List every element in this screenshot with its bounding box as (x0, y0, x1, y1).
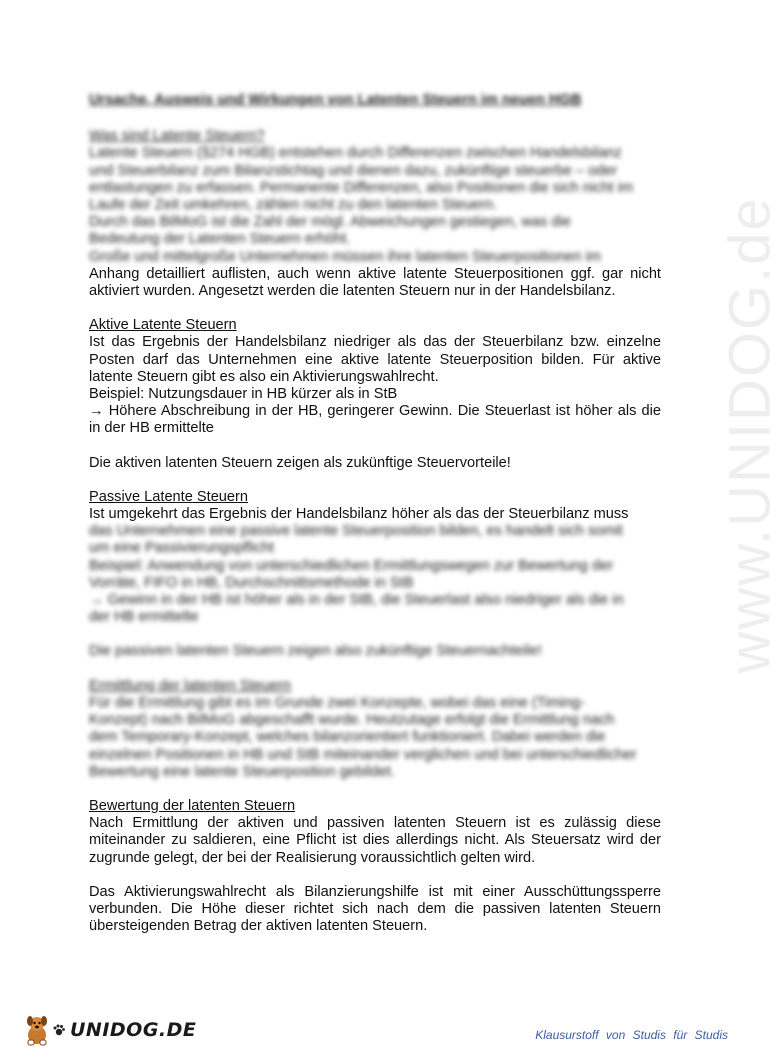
footer-tagline: Klausurstoff von Studis für Studis (535, 1028, 728, 1042)
aktive-example: Beispiel: Nutzungsdauer in HB kürzer als in StB (89, 386, 398, 403)
section-heading-was-sind: Was sind Latente Steuern? (89, 128, 265, 145)
bewertung-paragraph-2: Das Aktivierungswahlrecht als Bilanzierungshilfe ist mit einer Ausschüttungssperre verbunden. Die Höhe dieser richtet sich nach dem die passiven latenten Steuern übersteigenden Betrag der aktiven latenten Steuern. (89, 883, 661, 935)
section1-clear-text: Anhang detailliert auflisten, auch wenn aktive latente Steuerpositionen ggf. gar nicht aktiviert wurden. Angesetzt werden die latenten Steuern nur in der Handelsbilanz. (89, 265, 661, 300)
text-line: das Unternehmen eine passive latente Steuerposition bilden, es handelt sich somit (89, 523, 623, 540)
document-content (89, 92, 661, 935)
aktive-arrow-text: → Höhere Abschreibung in der HB, geringerer Gewinn. Die Steuerlast ist höher als die in der HB ermittelte (89, 403, 661, 437)
section-heading-ermittlung: Ermittlung der latenten Steuern (89, 677, 291, 694)
document-title: Ursache, Ausweis und Wirkungen von Latenten Steuern im neuen HGB (89, 92, 582, 108)
logo-text: UNIDOG.DE (70, 1019, 197, 1041)
aktive-paragraph: Ist das Ergebnis der Handelsbilanz niedriger als das der Steuerbilanz bzw. einzelne Posten darf das Unternehmen eine aktive latente Steuerposition bilden. Für aktive latente Steuern gibt es also ein Aktivierungswahlrecht. (89, 334, 661, 385)
dog-mascot-icon (22, 1013, 52, 1047)
aktive-conclusion: Die aktiven latenten Steuern zeigen als zukünftige Steuervorteile! (89, 454, 511, 471)
text-line: Durch das BilMoG ist die Zahl der mögl. Abweichungen gestiegen, was die (89, 214, 571, 231)
section-heading-bewertung: Bewertung der latenten Steuern (89, 797, 296, 814)
unidog-logo (22, 1010, 196, 1050)
text-line: Große und mittelgroße Unternehmen müssen ihre latenten Steuerpositionen im (89, 248, 601, 265)
section-heading-passive: Passive Latente Steuern (89, 488, 249, 505)
paw-icon (52, 1023, 66, 1037)
passive-conclusion: Die passiven latenten Steuern zeigen also zukünftige Steuernachteile! (89, 643, 542, 660)
text-line: Für die Ermittlung gibt es im Grunde zwei Konzepte, wobei das eine (Timing- (89, 694, 585, 711)
bewertung-paragraph-1: Nach Ermittlung der aktiven und passiven latenten Steuern ist es zulässig diese miteinander zu saldieren, eine Pflicht ist dies allerdings nicht. Als Steuersatz wird der zugrunde gelegt, der bei der Realisierung voraussichtlich gelten wird. (89, 815, 661, 866)
text-line: der HB ermittelte (89, 609, 199, 626)
watermark: www.UNIDOG.de (717, 196, 783, 674)
text-line: Vorräte, FIFO in HB, Durchschnittsmethode in StB (89, 574, 414, 591)
text-line: und Steuerbilanz zum Bilanzstichtag und dienen dazu, zukünftige steuerbe – oder (89, 162, 618, 179)
text-line: einzelnen Positionen in HB und StB miteinander verglichen und bei unterschiedlicher (89, 746, 637, 763)
section1-blurred-text (89, 145, 661, 265)
text-line: Latente Steuern (§274 HGB) entstehen durch Differenzen zwischen Handelsbilanz (89, 145, 622, 162)
text-line: Bewertung eine latente Steuerposition gebildet. (89, 763, 395, 780)
passive-clear-line: Ist umgekehrt das Ergebnis der Handelsbilanz höher als das der Steuerbilanz muss (89, 506, 629, 523)
text-line: entlastungen zu erfassen. Permanente Differenzen, also Positionen die sich nicht im (89, 179, 634, 196)
text-line: um eine Passivierungspflicht (89, 540, 274, 557)
text-line: Beispiel: Anwendung von unterschiedlichen Ermittlungswegen zur Bewertung der (89, 557, 614, 574)
text-line: Bedeutung der Latenten Steuern erhöht. (89, 231, 351, 248)
text-line: dem Temporary-Konzept, welches bilanzorientiert funktioniert. Dabei werden die (89, 729, 606, 746)
text-line: Laufe der Zeit umkehren, zählen nicht zu den latenten Steuern. (89, 197, 498, 214)
text-line: Konzept) nach BilMoG abgeschafft wurde. Heutzutage erfolgt die Ermittlung nach (89, 712, 615, 729)
text-line: → Gewinn in der HB ist höher als in der StB, die Steuerlast also niedriger als die in (89, 592, 624, 609)
section-heading-aktive: Aktive Latente Steuern (89, 317, 237, 334)
section3-blurred-text (89, 523, 661, 781)
